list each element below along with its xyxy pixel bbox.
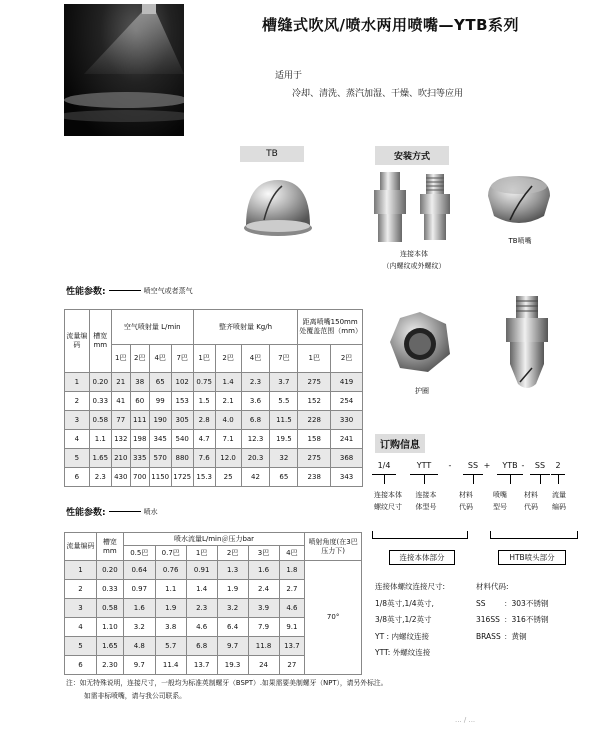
- pressure-header: 2巴: [130, 345, 149, 373]
- nozzle-bracket: [490, 531, 578, 539]
- code-tick: [540, 474, 541, 484]
- footnote-line2: 如需非标喷嘴，请与我公司联系。: [84, 692, 186, 700]
- table-cell: 19.3: [217, 656, 248, 675]
- desc-line: 编码: [552, 503, 566, 511]
- table-cell: 0.33: [89, 392, 111, 411]
- table-cell: 2.3: [241, 373, 270, 392]
- order-code-part: YTB: [502, 461, 518, 470]
- spray-fan-icon: [64, 4, 184, 136]
- header-air-flow: 空气喷射量 L/min: [111, 310, 193, 345]
- material-line: 316SS ：316不锈钢: [476, 615, 549, 624]
- table-cell: 5.5: [270, 392, 298, 411]
- table-cell: 238: [298, 468, 331, 487]
- order-code-part: +: [483, 461, 491, 470]
- table-cell: 27: [279, 656, 305, 675]
- table-row: [65, 468, 363, 487]
- table-cell: 6.8: [241, 411, 270, 430]
- spray-photo: [64, 4, 184, 136]
- pressure-header: 1巴: [193, 345, 215, 373]
- order-code-part: -: [448, 461, 452, 470]
- table-cell: 190: [149, 411, 171, 430]
- material-line: BRASS ：黄铜: [476, 631, 527, 641]
- table-cell: 1.65: [89, 449, 111, 468]
- table-cell: 210: [111, 449, 130, 468]
- table-cell: 1.9: [155, 599, 186, 618]
- table-cell: 4.6: [186, 618, 217, 637]
- table-cell: 1: [65, 561, 97, 580]
- table-cell: 2: [65, 580, 97, 599]
- table-cell: 38: [130, 373, 149, 392]
- thread-size-list: [375, 579, 445, 662]
- code-tick: [424, 474, 425, 484]
- table-cell: 9.7: [123, 656, 155, 675]
- table-cell: 2.3: [89, 468, 111, 487]
- table-cell: 42: [241, 468, 270, 487]
- table-cell: 9.1: [279, 618, 305, 637]
- order-code-part: SS: [467, 461, 479, 470]
- desc-line: 型号: [493, 503, 507, 511]
- table-cell: 60: [130, 392, 149, 411]
- table-cell: 3: [65, 411, 90, 430]
- table-cell: 3.2: [217, 599, 248, 618]
- table-cell: 0.76: [155, 561, 186, 580]
- air-performance-table: [64, 309, 363, 487]
- pressure-header: 7巴: [270, 345, 298, 373]
- table-cell: 198: [130, 430, 149, 449]
- water-performance-table: [64, 532, 362, 675]
- table-cell: 275: [298, 449, 331, 468]
- header-flow-code: 流量编码: [65, 310, 90, 373]
- nozzle-part-box: HTB喷头部分: [498, 550, 566, 565]
- table-cell: 12.3: [241, 430, 270, 449]
- header-impact: 整齐喷射量 Kg/h: [193, 310, 298, 345]
- install-tag: 安装方式: [375, 146, 449, 165]
- page-title: 槽缝式吹风/喷水两用喷嘴—YTB系列: [262, 16, 520, 34]
- table-cell: 3.6: [241, 392, 270, 411]
- pressure-header: 3巴: [248, 546, 279, 561]
- table-cell: 1.6: [248, 561, 279, 580]
- table-cell: 1.4: [186, 580, 217, 599]
- order-code-desc: [454, 489, 478, 513]
- footnote-line1: 注：如无特殊说明，连接尺寸，一般均为标准英制螺牙（BSPT）.如果需要美制螺牙（NPT），请另外标注。: [66, 679, 388, 687]
- order-code-part: SS: [534, 461, 546, 470]
- table-cell: 19.5: [270, 430, 298, 449]
- table-cell: 335: [130, 449, 149, 468]
- desc-line: 材料: [459, 491, 473, 499]
- table-cell: 13.7: [279, 637, 305, 656]
- material-line: SS ：303不锈钢: [476, 598, 549, 608]
- table-cell: 3.9: [248, 599, 279, 618]
- table-cell: 153: [171, 392, 193, 411]
- pressure-header: 2巴: [217, 546, 248, 561]
- desc-line: 喷嘴: [493, 491, 507, 499]
- pressure-header: 0.7巴: [155, 546, 186, 561]
- table-cell: 13.7: [186, 656, 217, 675]
- divider-line: [109, 511, 141, 512]
- table-cell: 65: [149, 373, 171, 392]
- connector-caption: 连接本体: [400, 250, 428, 258]
- thread-title: 连接体螺纹连接尺寸:: [375, 582, 446, 591]
- table-cell: 21: [111, 373, 130, 392]
- pressure-header: 2巴: [331, 345, 363, 373]
- table-cell: 2.4: [248, 580, 279, 599]
- desc-line: 代码: [459, 503, 473, 511]
- water-section-title: 性能参数:: [66, 508, 106, 518]
- table-cell: 0.20: [96, 561, 123, 580]
- table-cell: 1150: [149, 468, 171, 487]
- table-cell: 880: [171, 449, 193, 468]
- table-cell: 1.9: [217, 580, 248, 599]
- divider-line: [109, 290, 141, 291]
- table-cell: 570: [149, 449, 171, 468]
- table-cell: 368: [331, 449, 363, 468]
- code-tick: [510, 474, 511, 484]
- table-row: [65, 392, 363, 411]
- table-cell: 330: [331, 411, 363, 430]
- header-distance: 距离喷嘴150mm处覆盖范围（mm）: [298, 310, 363, 345]
- table-cell: 20.3: [241, 449, 270, 468]
- spray-angle-value: 70°: [305, 561, 362, 675]
- table-cell: 275: [298, 373, 331, 392]
- table-cell: 1725: [171, 468, 193, 487]
- table-cell: 3: [65, 599, 97, 618]
- table-cell: 2.7: [279, 580, 305, 599]
- tb-tag: TB: [240, 146, 304, 162]
- table-cell: 4.7: [193, 430, 215, 449]
- connector-part-box: 连接本体部分: [389, 550, 455, 565]
- table-cell: 1.6: [123, 599, 155, 618]
- table-cell: 6.8: [186, 637, 217, 656]
- table-cell: 2: [65, 392, 90, 411]
- order-code-desc: [519, 489, 543, 513]
- table-cell: 111: [130, 411, 149, 430]
- table-cell: 1: [65, 373, 90, 392]
- pressure-header: 0.5巴: [123, 546, 155, 561]
- desc-line: 材料: [524, 491, 538, 499]
- applies-text: 冷却、清洗、蒸汽加湿、干燥、吹扫等应用: [292, 89, 464, 99]
- thread-line: 3/8英寸,1/2英寸: [375, 615, 432, 624]
- table-cell: 430: [111, 468, 130, 487]
- table-cell: 24: [248, 656, 279, 675]
- table-row: [65, 430, 363, 449]
- desc-line: 连接本体: [374, 491, 402, 499]
- table-cell: 11.4: [155, 656, 186, 675]
- table-cell: 1.1: [89, 430, 111, 449]
- table-cell: 7.6: [193, 449, 215, 468]
- connector-bracket: [372, 531, 468, 539]
- table-cell: 305: [171, 411, 193, 430]
- table-cell: 4.0: [215, 411, 241, 430]
- pressure-header: 1巴: [186, 546, 217, 561]
- table-row: [65, 411, 363, 430]
- table-cell: 2.1: [215, 392, 241, 411]
- order-code-desc: [408, 489, 444, 513]
- header-angle: 喷射角度(在3巴压力下): [305, 533, 362, 561]
- table-cell: 77: [111, 411, 130, 430]
- table-cell: 0.58: [96, 599, 123, 618]
- table-cell: 0.97: [123, 580, 155, 599]
- order-code-desc: [368, 489, 408, 513]
- desc-line: 连接本: [415, 491, 437, 499]
- table-cell: 4.6: [279, 599, 305, 618]
- connector-caption-sub: （内螺纹或外螺纹）: [382, 262, 446, 270]
- table-cell: 158: [298, 430, 331, 449]
- table-cell: 9.7: [217, 637, 248, 656]
- table-row: [65, 373, 363, 392]
- pressure-header: 1巴: [298, 345, 331, 373]
- table-cell: 99: [149, 392, 171, 411]
- order-code-part: 1/4: [377, 461, 391, 470]
- desc-line: 体型号: [415, 503, 437, 511]
- page-footer: ... / ...: [455, 716, 476, 724]
- table-cell: 419: [331, 373, 363, 392]
- table-cell: 241: [331, 430, 363, 449]
- pressure-header: 4巴: [279, 546, 305, 561]
- table-cell: 32: [270, 449, 298, 468]
- table-cell: 132: [111, 430, 130, 449]
- table-cell: 2.3: [186, 599, 217, 618]
- table-cell: 25: [215, 468, 241, 487]
- table-cell: 1.8: [279, 561, 305, 580]
- table-cell: 1.5: [193, 392, 215, 411]
- tb-nozzle-caption: TB喷嘴: [508, 237, 532, 245]
- table-cell: 540: [171, 430, 193, 449]
- table-cell: 15.3: [193, 468, 215, 487]
- table-cell: 4.8: [123, 637, 155, 656]
- tb-dome-nozzle-icon: [240, 176, 316, 242]
- table-cell: 1.65: [96, 637, 123, 656]
- order-code-desc: [546, 489, 572, 513]
- table-cell: 3.7: [270, 373, 298, 392]
- order-code-desc: [488, 489, 512, 513]
- table-cell: 41: [111, 392, 130, 411]
- connector-body-icon: [366, 170, 462, 248]
- table-cell: 254: [331, 392, 363, 411]
- table-cell: 7.9: [248, 618, 279, 637]
- table-cell: 1.1: [155, 580, 186, 599]
- assembled-nozzle-icon: [498, 294, 556, 394]
- table-cell: 5.7: [155, 637, 186, 656]
- thread-line: 1/8英寸,1/4英寸,: [375, 598, 434, 608]
- table-cell: 345: [149, 430, 171, 449]
- table-cell: 2.8: [193, 411, 215, 430]
- pressure-header: 7巴: [171, 345, 193, 373]
- header-slot-width: 槽宽 mm: [96, 533, 123, 561]
- water-section-note: 喷水: [143, 507, 158, 516]
- header-slot-width: 槽宽 mm: [89, 310, 111, 373]
- order-code-part: -: [521, 461, 525, 470]
- code-tick: [384, 474, 385, 484]
- desc-line: 代码: [524, 503, 538, 511]
- table-cell: 11.8: [248, 637, 279, 656]
- table-cell: 700: [130, 468, 149, 487]
- table-cell: 3.2: [123, 618, 155, 637]
- pressure-header: 2巴: [215, 345, 241, 373]
- table-cell: 2.30: [96, 656, 123, 675]
- thread-line: YT : 内螺纹连接: [375, 631, 429, 641]
- table-cell: 65: [270, 468, 298, 487]
- table-cell: 343: [331, 468, 363, 487]
- footnote: [66, 677, 387, 703]
- table-cell: 102: [171, 373, 193, 392]
- table-cell: 6.4: [217, 618, 248, 637]
- table-cell: 7.1: [215, 430, 241, 449]
- table-cell: 12.0: [215, 449, 241, 468]
- applies-label: 适用于: [275, 71, 303, 81]
- code-tick: [558, 474, 559, 484]
- table-cell: 11.5: [270, 411, 298, 430]
- order-code-part: YTT: [416, 461, 432, 470]
- table-cell: 4: [65, 618, 97, 637]
- table-cell: 1.10: [96, 618, 123, 637]
- desc-line: 螺纹尺寸: [374, 503, 402, 511]
- guard-ring-icon: [388, 310, 452, 374]
- table-cell: 228: [298, 411, 331, 430]
- table-row: [65, 449, 363, 468]
- table-cell: 5: [65, 637, 97, 656]
- table-cell: 0.33: [96, 580, 123, 599]
- air-section-note: 喷空气或者蒸气: [143, 286, 193, 295]
- desc-line: 流量: [552, 491, 566, 499]
- table-cell: 1.3: [217, 561, 248, 580]
- table-cell: 152: [298, 392, 331, 411]
- air-section-title: 性能参数:: [66, 287, 106, 297]
- material-code-list: [476, 579, 548, 645]
- table-cell: 6: [65, 468, 90, 487]
- table-cell: 0.20: [89, 373, 111, 392]
- table-cell: 0.91: [186, 561, 217, 580]
- header-flow-code: 流量编码: [65, 533, 97, 561]
- water-section-label: [66, 505, 158, 518]
- table-cell: 6: [65, 656, 97, 675]
- thread-line: YTT: 外螺纹连接: [375, 648, 431, 657]
- table-cell: 0.58: [89, 411, 111, 430]
- table-cell: 3.8: [155, 618, 186, 637]
- pressure-header: 4巴: [149, 345, 171, 373]
- tb-nozzle-icon: [484, 172, 554, 232]
- header-water-flow: 喷水流量L/min＠压力bar: [123, 533, 305, 546]
- material-title: 材料代码:: [476, 582, 509, 591]
- order-code-part: 2: [555, 461, 561, 470]
- code-tick: [473, 474, 474, 484]
- pressure-header: 4巴: [241, 345, 270, 373]
- air-section-label: [66, 284, 193, 297]
- guard-caption: 护圈: [415, 387, 429, 395]
- table-cell: 5: [65, 449, 90, 468]
- order-title: 订购信息: [375, 434, 425, 453]
- table-cell: 4: [65, 430, 90, 449]
- pressure-header: 1巴: [111, 345, 130, 373]
- table-cell: 0.75: [193, 373, 215, 392]
- table-row: [65, 561, 362, 580]
- table-cell: 1.4: [215, 373, 241, 392]
- table-cell: 0.64: [123, 561, 155, 580]
